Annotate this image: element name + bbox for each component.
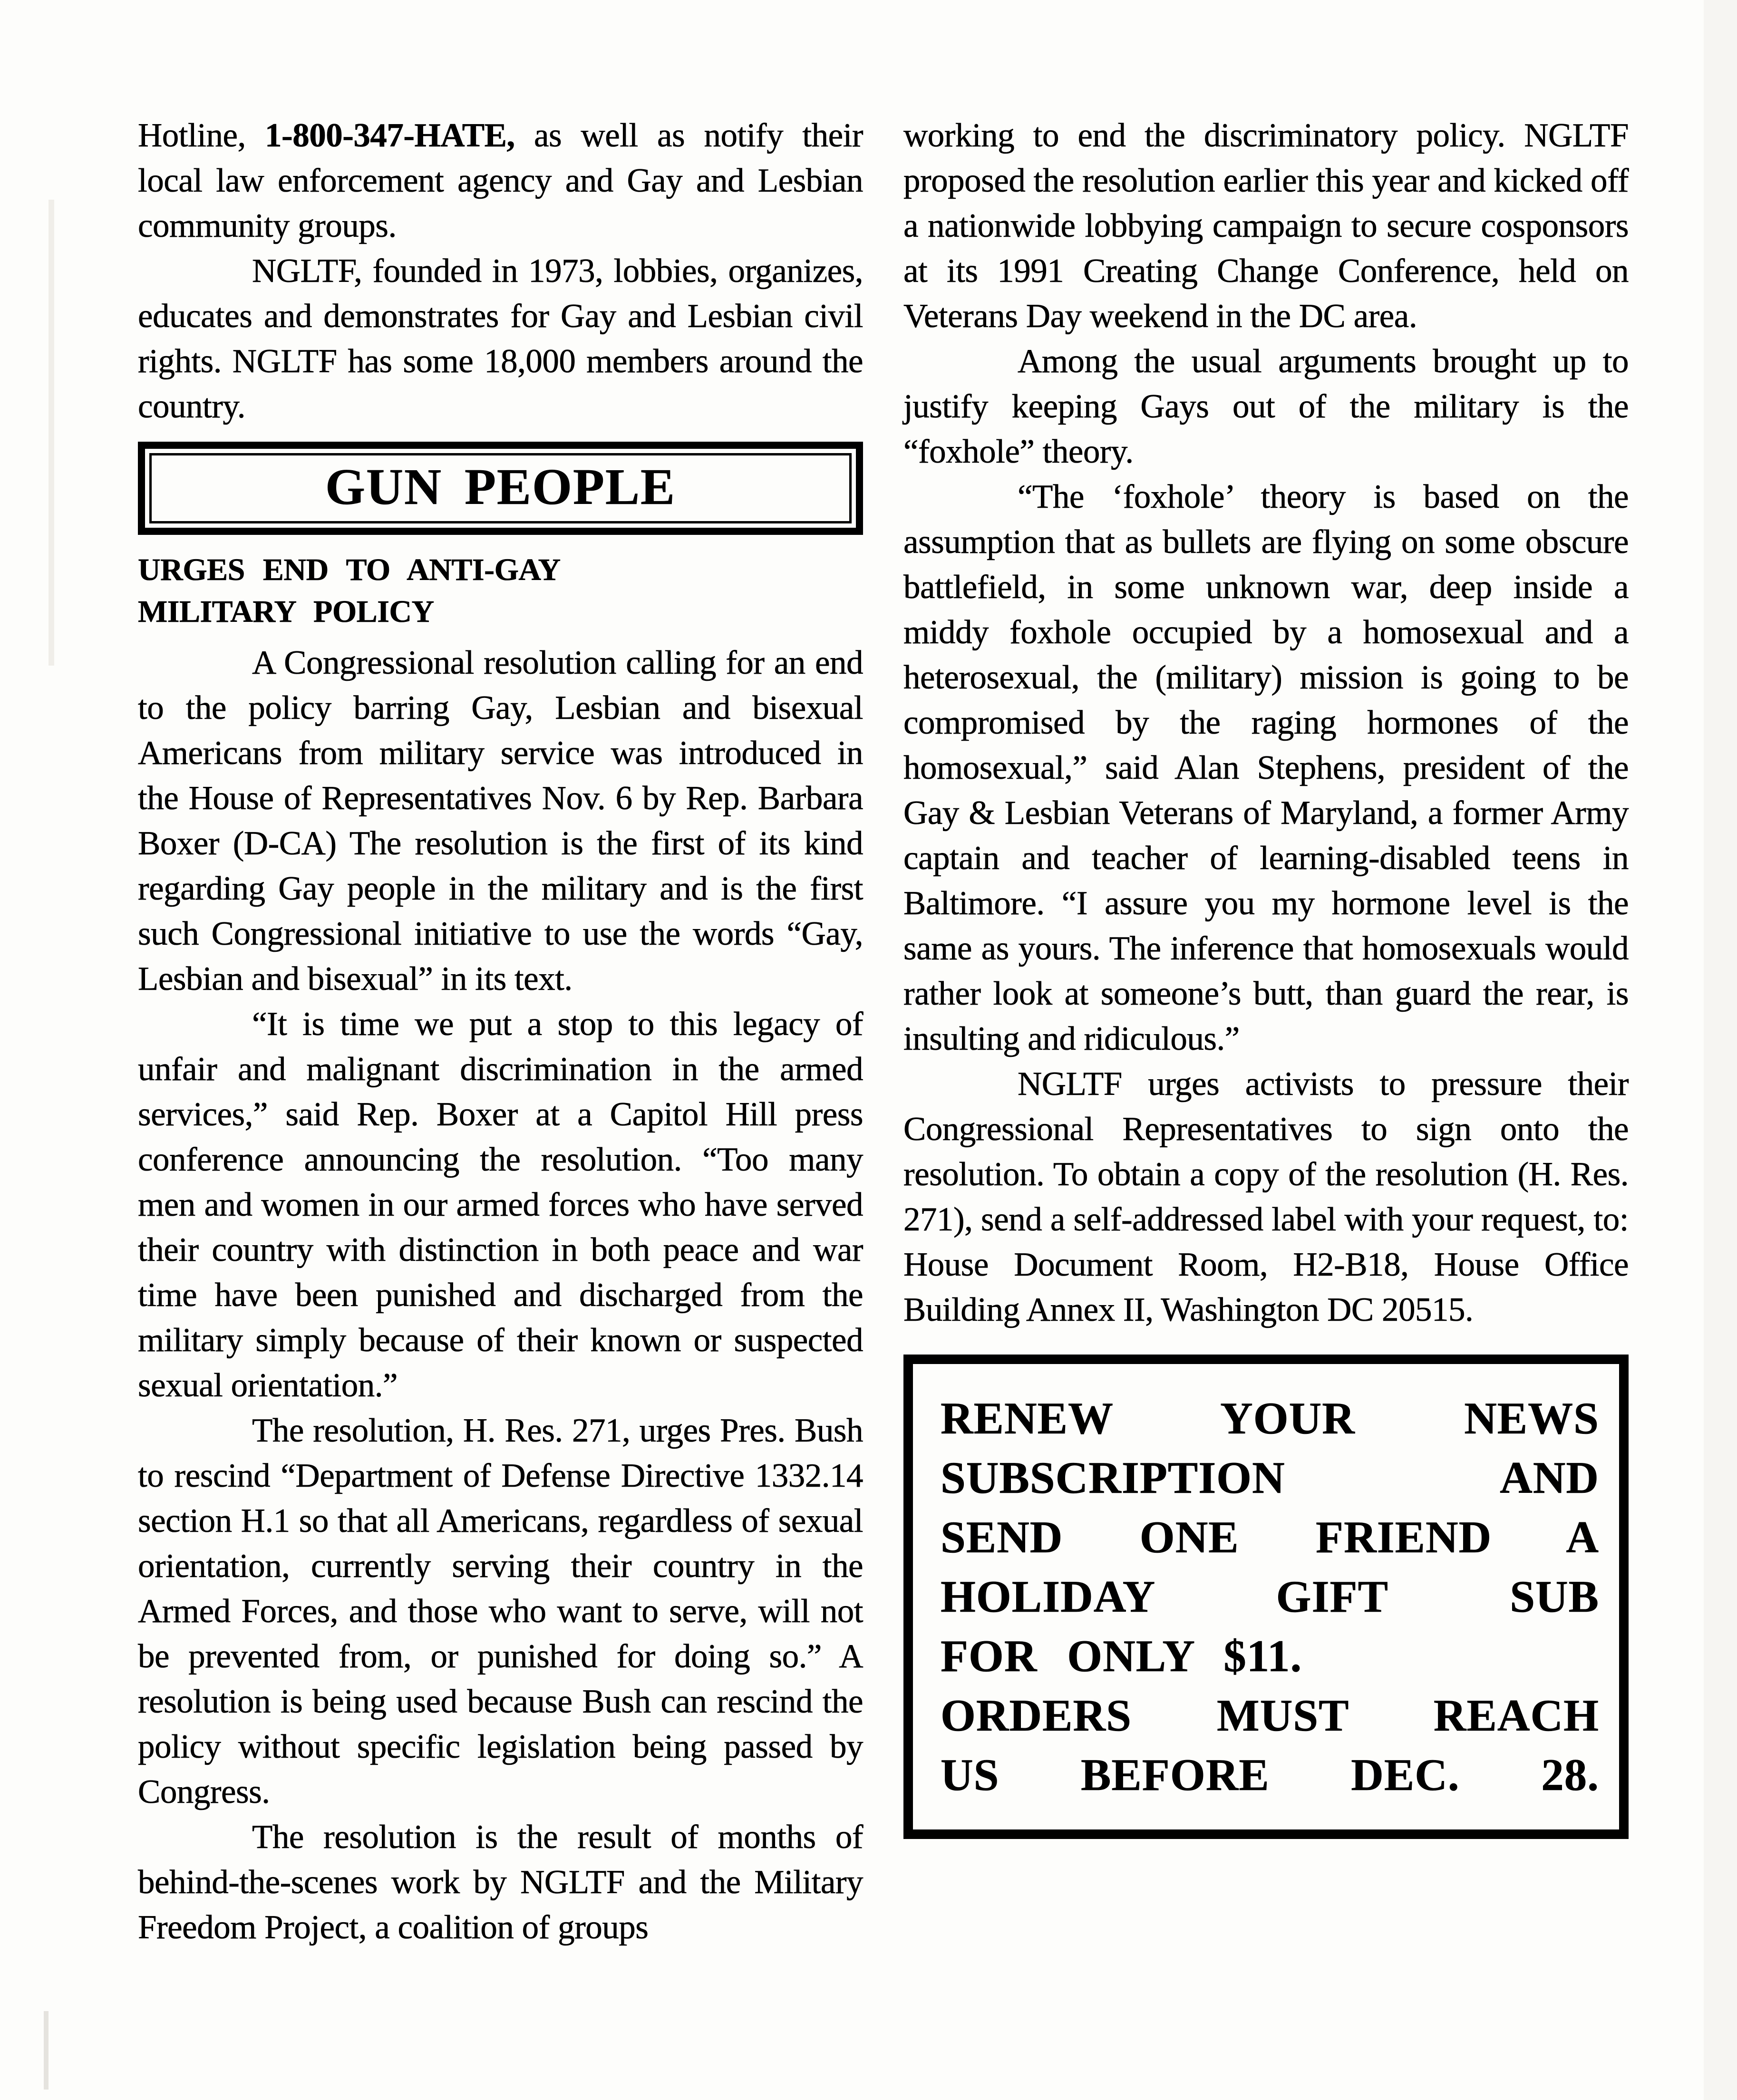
- gun-people-banner-box: [138, 442, 863, 535]
- scan-edge-shadow: [1704, 0, 1737, 2100]
- article-headline: [138, 549, 863, 633]
- paragraph-months-of-work: The resolution is the result of months of behind-the-scenes work by NGLTF and the Military Freedom Project, a coalition of groups: [138, 1819, 863, 1946]
- paragraph-urges-activists: NGLTF urges activists to pressure their Congressional Representatives to sign onto the resolution. To obtain a copy of the resolution (H. Res. 271), send a self-addressed label with your request, to: House Document Room, H2-B18, House Office Building Annex II, Washington DC 20515.: [903, 1065, 1629, 1328]
- left-column: [138, 113, 863, 1950]
- paragraph-working-continuation: working to end the discriminatory policy. NGLTF proposed the resolution earlier this year and kicked off a nationwide lobbying campaign to secure cosponsors at its 1991 Creating Change Conference, held on Veterans Day weekend in the DC area.: [903, 117, 1629, 335]
- paragraph-foxhole-theory: “The ‘foxhole’ theory is based on the assumption that as bullets are flying on some obscure battlefield, in some unknown war, deep inside a middy foxhole occupied by a homosexual and a heterosexual, the (military) mission is going to be compromised by the raging hormones of the homosexual,” said Alan Stephens, president of the Gay & Lesbian Veterans of Maryland, a former Army captain and teacher of learning-disabled teens in Baltimore. “I assure you my hormone level is the same as yours. The inference that homosexuals would rather look at someone’s butt, than guard the rear, is insulting and ridiculous.”: [903, 478, 1629, 1057]
- paragraph-resolution-intro: A Congressional resolution calling for an end to the policy barring Gay, Lesbian and bisexual Americans from military service was introduced in the House of Representatives Nov. 6 by Rep. Barbara Boxer (D-CA) The resolution is the first of its kind regarding Gay people in the military and is the first such Congressional initiative to use the words “Gay, Lesbian and bisexual” in its text.: [138, 644, 863, 997]
- paragraph-h-res-271: The resolution, H. Res. 271, urges Pres. Bush to rescind “Department of Defense Directive 1332.14 section H.1 so that all Americans, regardless of sexual orientation, currently serving their country in the Armed Forces, and those who want to serve, will not be prevented from, or punished for doing so.” A resolution is being used because Bush can rescind the policy without specific legislation being passed by Congress.: [138, 1412, 863, 1810]
- paragraph-ngltf-background: NGLTF, founded in 1973, lobbies, organizes, educates and demonstrates for Gay and Lesbian civil rights. NGLTF has some 18,000 members around the country.: [138, 252, 863, 425]
- gun-people-banner-title: GUN PEOPLE: [149, 453, 852, 523]
- headline-line-2: MILITARY POLICY: [138, 594, 434, 629]
- ad-line-1: RENEW YOUR NEWS: [941, 1393, 1599, 1443]
- paragraph-boxer-quote: “It is time we put a stop to this legacy of unfair and malignant discrimination in the armed services,” said Rep. Boxer at a Capitol Hill press conference announcing the resolution. “Too many men and women in our armed forces who have served their country with distinction in both peace and war time have been punished and discharged from the military simply because of their known or suspected sexual orientation.”: [138, 1006, 863, 1404]
- paragraph-hotline-continuation: [138, 113, 863, 249]
- paragraph-among-arguments: Among the usual arguments brought up to justify keeping Gays out of the military is the “foxhole” theory.: [903, 343, 1629, 470]
- hotline-rest-text: as well as notify their local law enforcement agency and Gay and Lesbian community groups.: [138, 117, 864, 244]
- scan-artifact-mark: [44, 2011, 49, 2090]
- subscription-ad-box: [903, 1355, 1629, 1839]
- right-column: [903, 113, 1629, 1839]
- ad-line-4: HOLIDAY GIFT SUB: [941, 1571, 1599, 1622]
- scan-artifact-streak: [49, 200, 54, 666]
- ad-line-2: SUBSCRIPTION AND: [941, 1452, 1599, 1503]
- ad-line-7: US BEFORE DEC. 28.: [941, 1750, 1599, 1800]
- hotline-phone-number: 1-800-347-HATE,: [265, 117, 515, 154]
- ad-line-5: FOR ONLY $11.: [941, 1631, 1302, 1681]
- ad-line-6: ORDERS MUST REACH: [941, 1690, 1599, 1741]
- ad-line-3: SEND ONE FRIEND A: [941, 1512, 1599, 1562]
- headline-line-1: URGES END TO ANTI-GAY: [138, 552, 561, 587]
- hotline-lead-text: Hotline,: [138, 117, 265, 154]
